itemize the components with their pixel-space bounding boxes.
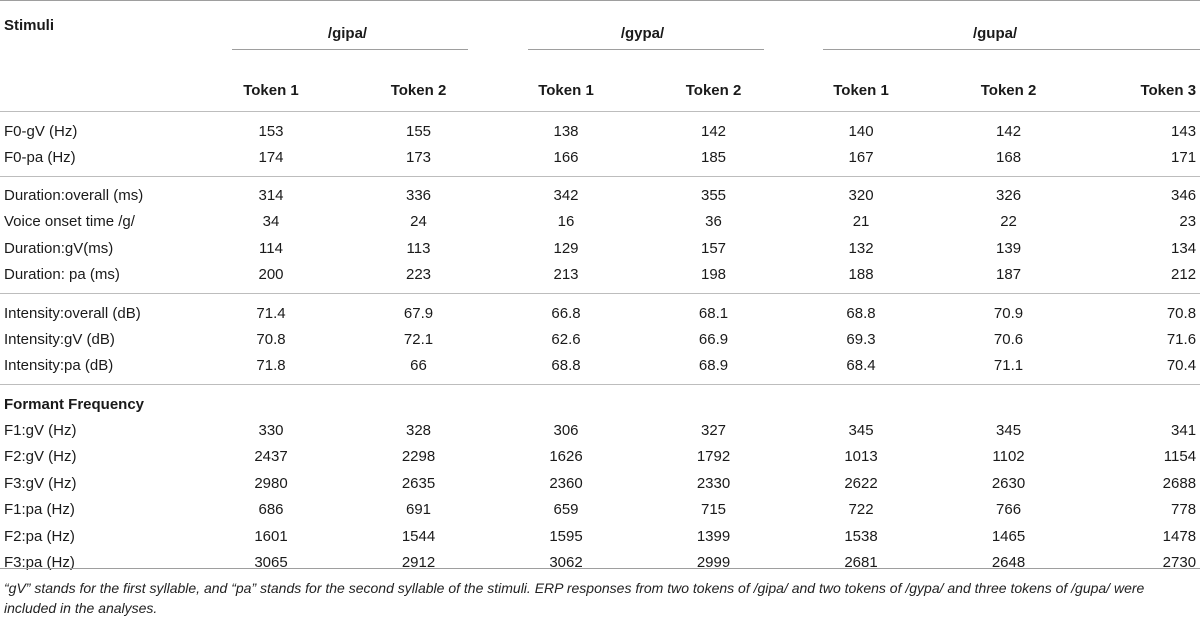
table-cell: 68.9: [698, 357, 729, 375]
table-cell: 68.8: [551, 357, 581, 375]
table-cell: 140: [848, 122, 874, 140]
table-cell: 223: [405, 266, 432, 284]
table-cell: 1465: [991, 527, 1026, 545]
table-cell: 23: [1179, 213, 1197, 231]
row-label: F2:gV (Hz): [4, 448, 77, 466]
table-cell: 1154: [1163, 448, 1197, 466]
header-row-tokens: [0, 67, 1200, 112]
token-header: Token 3: [1085, 67, 1200, 112]
table-cell: 1544: [401, 527, 436, 545]
table-cell: 1595: [549, 527, 583, 545]
table-cell: 139: [996, 239, 1022, 257]
token-header: Token 2: [637, 67, 790, 112]
table-cell: 71.4: [200, 294, 342, 327]
group-header-gipa: /gipa/: [327, 25, 368, 42]
table-cell: 3062: [549, 554, 583, 572]
table-cell: 69.3: [846, 330, 876, 348]
table-cell: 336: [342, 176, 495, 209]
table-cell: 66: [410, 357, 427, 375]
table-cell: 212: [1171, 266, 1197, 284]
table-cell: 167: [848, 148, 874, 166]
table-row: [0, 497, 1200, 524]
row-label: F1:pa (Hz): [4, 501, 75, 519]
table-cell: 142: [996, 122, 1022, 140]
table-cell: 16: [557, 213, 575, 231]
table-cell: 330: [258, 421, 284, 439]
table-cell: 3065: [254, 554, 288, 572]
row-label: Duration: pa (ms): [4, 266, 120, 284]
table-cell: 306: [553, 421, 579, 439]
table-bottom-rule: [0, 568, 1200, 569]
header-spacer: [0, 67, 200, 112]
table-cell: 2730: [1162, 554, 1197, 572]
table-cell: 345: [848, 421, 874, 439]
table-cell: 722: [848, 501, 874, 519]
table-row: [0, 444, 1200, 471]
table-cell: 2688: [1162, 474, 1197, 492]
table-cell: 68.4: [846, 357, 876, 375]
table-cell: 70.9: [932, 294, 1085, 327]
table-cell: 2437: [254, 448, 288, 466]
table-footnote: “gV” stands for the first syllable, and “pa” stands for the second syllable of the stimuli. ERP responses from two tokens of /gipa/ and two tokens of /gypa/ and three tokens of /gupa/ were included in the analyses.: [4, 580, 1145, 616]
table-cell: 778: [1171, 501, 1197, 519]
table-cell: 2622: [844, 474, 878, 492]
table-cell: 134: [1171, 239, 1197, 257]
table-cell: 66.8: [495, 294, 637, 327]
table-cell: 168: [996, 148, 1022, 166]
table-cell: 36: [705, 213, 722, 231]
table-row: [0, 112, 1200, 145]
table-cell: 1399: [696, 527, 731, 545]
table-cell: 326: [932, 176, 1085, 209]
table-cell: 68.8: [790, 294, 932, 327]
row-label: F0-gV (Hz): [4, 122, 78, 140]
table-cell: 129: [553, 239, 579, 257]
table-cell: 72.1: [403, 330, 434, 348]
table-cell: 355: [637, 176, 790, 209]
group-underline-gupa: [823, 49, 1200, 50]
table-cell: 173: [405, 148, 432, 166]
table-cell: 2999: [696, 554, 731, 572]
row-label: F0-pa (Hz): [4, 148, 76, 166]
token-header: Token 1: [495, 67, 637, 112]
table-row: [0, 235, 1200, 262]
stimuli-header: Stimuli: [4, 17, 55, 34]
section-title-row: [0, 385, 1200, 418]
table-cell: 2980: [254, 474, 288, 492]
token-header: Token 1: [200, 67, 342, 112]
table-cell: 70.8: [256, 330, 286, 348]
group-underline-gypa: [528, 49, 764, 50]
table-cell: 2635: [401, 474, 436, 492]
table-cell: 1538: [844, 527, 878, 545]
table-cell: 766: [996, 501, 1022, 519]
table-cell: 113: [406, 239, 431, 257]
table-cell: 22: [1000, 213, 1017, 231]
table-cell: 1626: [549, 448, 583, 466]
table-cell: 132: [848, 239, 874, 257]
table-cell: 66.9: [698, 330, 729, 348]
table-cell: 198: [701, 266, 727, 284]
table-row: [0, 326, 1200, 353]
table-cell: 138: [553, 122, 579, 140]
table-cell: 200: [258, 266, 284, 284]
row-label: F1:gV (Hz): [4, 421, 77, 439]
table-cell: 2360: [549, 474, 583, 492]
table-row: [0, 176, 1200, 209]
table-cell: 1102: [992, 448, 1025, 466]
table-cell: 70.8: [1085, 294, 1200, 327]
table-cell: 171: [1171, 148, 1197, 166]
table-cell: 34: [262, 213, 280, 231]
table-body: [0, 112, 1200, 582]
row-label: Duration:gV(ms): [4, 239, 114, 257]
group-header-gypa: /gypa/: [620, 25, 665, 42]
row-label: F2:pa (Hz): [4, 527, 75, 545]
group-header-gupa: /gupa/: [972, 25, 1018, 42]
row-label: F3:pa (Hz): [4, 554, 75, 572]
table-cell: 24: [410, 213, 427, 231]
table-cell: 2912: [401, 554, 436, 572]
table-cell: 142: [701, 122, 727, 140]
row-label: Voice onset time /g/: [4, 213, 135, 231]
table-cell: 342: [495, 176, 637, 209]
table-row: [0, 470, 1200, 497]
table-cell: 213: [553, 266, 579, 284]
table-cell: 21: [852, 213, 870, 231]
table-row: [0, 523, 1200, 550]
table-row: [0, 262, 1200, 294]
row-label: Intensity:pa (dB): [4, 357, 114, 375]
table-cell: 188: [848, 266, 874, 284]
table-cell: 2630: [991, 474, 1026, 492]
row-label: Intensity:overall (dB): [0, 294, 200, 327]
table-cell: 70.4: [1166, 357, 1197, 375]
table-cell: 174: [258, 148, 284, 166]
table-cell: 155: [405, 122, 432, 140]
table-row: [0, 144, 1200, 176]
section-title: Formant Frequency: [0, 385, 1200, 418]
table-cell: 62.6: [551, 330, 581, 348]
table-cell: 185: [701, 148, 727, 166]
table-cell: 686: [258, 501, 284, 519]
table-cell: 71.8: [256, 357, 286, 375]
table-cell: 1792: [696, 448, 731, 466]
table-cell: 314: [200, 176, 342, 209]
table-cell: 341: [1171, 421, 1197, 439]
token-header: Token 2: [342, 67, 495, 112]
token-header: Token 2: [932, 67, 1085, 112]
table-cell: 2648: [991, 554, 1026, 572]
table-cell: 153: [258, 122, 284, 140]
table-cell: 157: [701, 239, 727, 257]
table-cell: 2681: [844, 554, 878, 572]
table-cell: 71.1: [993, 357, 1024, 375]
table-cell: 715: [701, 501, 727, 519]
table-cell: 2298: [401, 448, 436, 466]
table-cell: 1478: [1162, 527, 1197, 545]
table-row: [0, 550, 1200, 582]
table-cell: 345: [996, 421, 1022, 439]
table-cell: 327: [701, 421, 727, 439]
table-row: [0, 353, 1200, 385]
table-cell: 187: [996, 266, 1022, 284]
table-cell: 114: [259, 239, 283, 257]
token-header: Token 1: [790, 67, 932, 112]
table-cell: 1013: [844, 448, 878, 466]
table-cell: 67.9: [342, 294, 495, 327]
table-cell: 143: [1171, 122, 1197, 140]
header-row-groups: [0, 0, 1200, 67]
table-cell: 320: [790, 176, 932, 209]
table-row: [0, 294, 1200, 327]
table-cell: 691: [405, 501, 432, 519]
table-cell: 166: [553, 148, 579, 166]
table-cell: 70.6: [993, 330, 1024, 348]
row-label: Duration:overall (ms): [0, 176, 200, 209]
table-cell: 659: [553, 501, 579, 519]
row-label: Intensity:gV (dB): [4, 330, 115, 348]
table-cell: 2330: [696, 474, 731, 492]
table-cell: 1601: [254, 527, 288, 545]
table-cell: 346: [1085, 176, 1200, 209]
table-cell: 68.1: [637, 294, 790, 327]
row-label: F3:gV (Hz): [4, 474, 77, 492]
table-cell: 328: [405, 421, 432, 439]
group-underline-gipa: [232, 49, 468, 50]
table-cell: 71.6: [1166, 330, 1197, 348]
table-row: [0, 209, 1200, 236]
table-row: [0, 417, 1200, 444]
